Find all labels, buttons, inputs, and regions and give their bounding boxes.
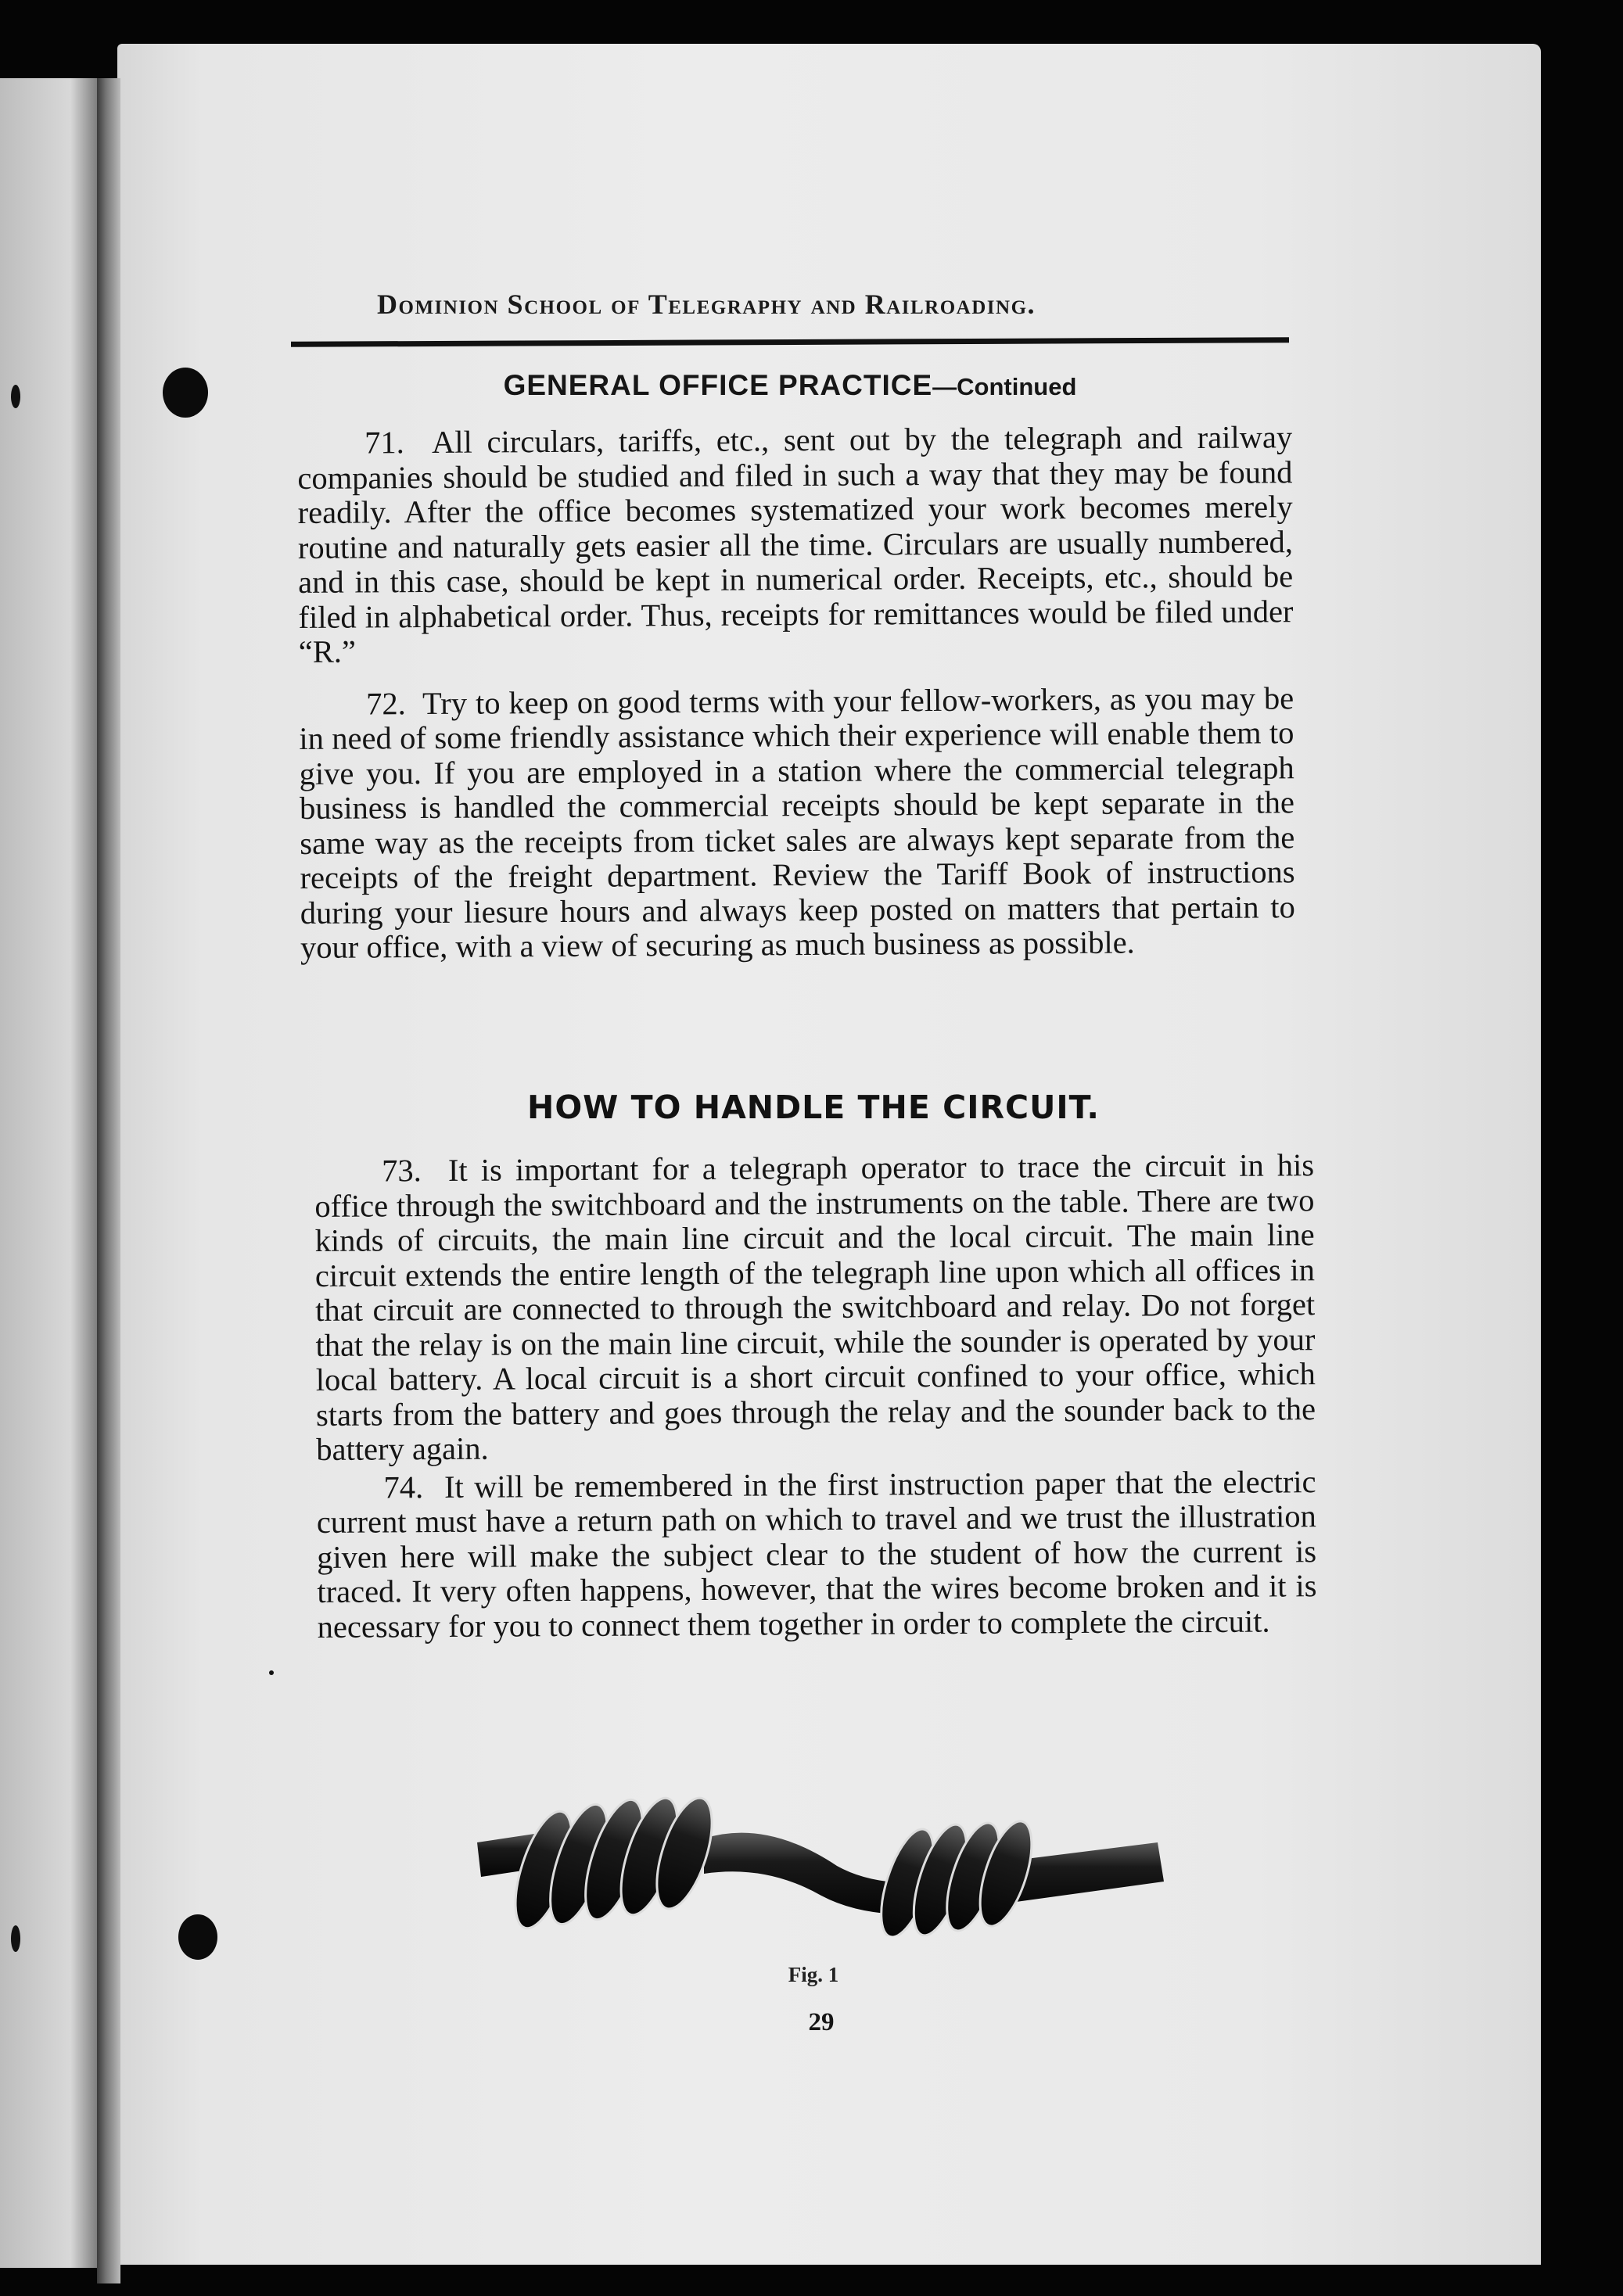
text-block-general-office xyxy=(297,420,1295,965)
text-block-circuit xyxy=(314,1148,1317,1645)
book-spine xyxy=(97,78,120,2283)
wire-coils-right xyxy=(871,1815,1042,1936)
paragraph-text: It will be remembered in the first instruction paper that the electric current must have a return path on which to travel and we trust the illustration given here will make the subject clear to the student of how the current is traced. It very often happens, however, that the wires become broken and it is necessary for you to connect them together in order to complete the circuit. xyxy=(316,1463,1317,1645)
edge-mark xyxy=(11,1925,20,1952)
paragraph-73 xyxy=(314,1148,1316,1467)
paragraph-74 xyxy=(316,1465,1316,1645)
paragraph-text: Try to keep on good terms with your fellow-workers, as you may be in need of some friendly assistance which their experience will enable them to give you. If you are employed in a station where the commercial telegraph business is handled the commercial receipts should be kept separate in the same way as the receipts from ticket sales are always kept separate from the receipts of the freight department. Review the Tariff Book of instructions during your liesure hours and always keep posted on matters that pertain to your office, with a view of securing as much business as possible. xyxy=(299,680,1295,965)
figure-wire-splice xyxy=(469,1796,1173,1936)
paragraph-text: All circulars, tariffs, etc., sent out by the telegraph and railway companies should be studied and filed in such a way that they may be found readily. After the office becomes systematized your work becomes merely routine and naturally gets easier all the time. Circulars are usually numbered, and in this case, should be kept in numerical order. Receipts, etc., should be filed in alphabetical order. Thus, receipts for remittances would be filed under “R.” xyxy=(297,419,1294,669)
section-title-how-to-handle-circuit: HOW TO HANDLE THE CIRCUIT. xyxy=(527,1089,1100,1126)
punch-hole-bottom xyxy=(178,1914,217,1960)
paragraph-72 xyxy=(299,681,1295,966)
wire-coils-left xyxy=(504,1796,723,1935)
paragraph-number: 71. xyxy=(364,425,404,461)
page-number: 29 xyxy=(808,2008,835,2036)
section-title-suffix: —Continued xyxy=(932,373,1077,400)
running-head: Dominion School of Telegraphy and Railroading. xyxy=(377,289,1036,320)
paragraph-number: 74. xyxy=(383,1469,424,1505)
speck xyxy=(269,1670,274,1675)
paragraph-number: 72. xyxy=(366,685,406,721)
paragraph-text: It is important for a telegraph operator to trace the circuit in his office through the switchboard and the instruments on the table. There are two kinds of circuits, the main line circuit and the local circuit. The main line circuit extends the entire length of the telegraph line upon which all offices in that circuit are connected to through the switchboard and relay. Do not forget that the relay is on the main line circuit, while the sounder is operated by your local battery. A local circuit is a short circuit confined to your office, which starts from the battery and goes through the relay and the sounder back to the battery again. xyxy=(314,1147,1316,1467)
section-title-general-office-practice xyxy=(289,369,1291,402)
paragraph-71 xyxy=(297,420,1294,669)
punch-hole-top xyxy=(163,368,208,418)
section-title-text: GENERAL OFFICE PRACTICE xyxy=(503,369,933,401)
paragraph-number: 73. xyxy=(381,1153,422,1189)
edge-mark xyxy=(11,385,20,408)
figure-caption: Fig. 1 xyxy=(788,1963,839,1986)
